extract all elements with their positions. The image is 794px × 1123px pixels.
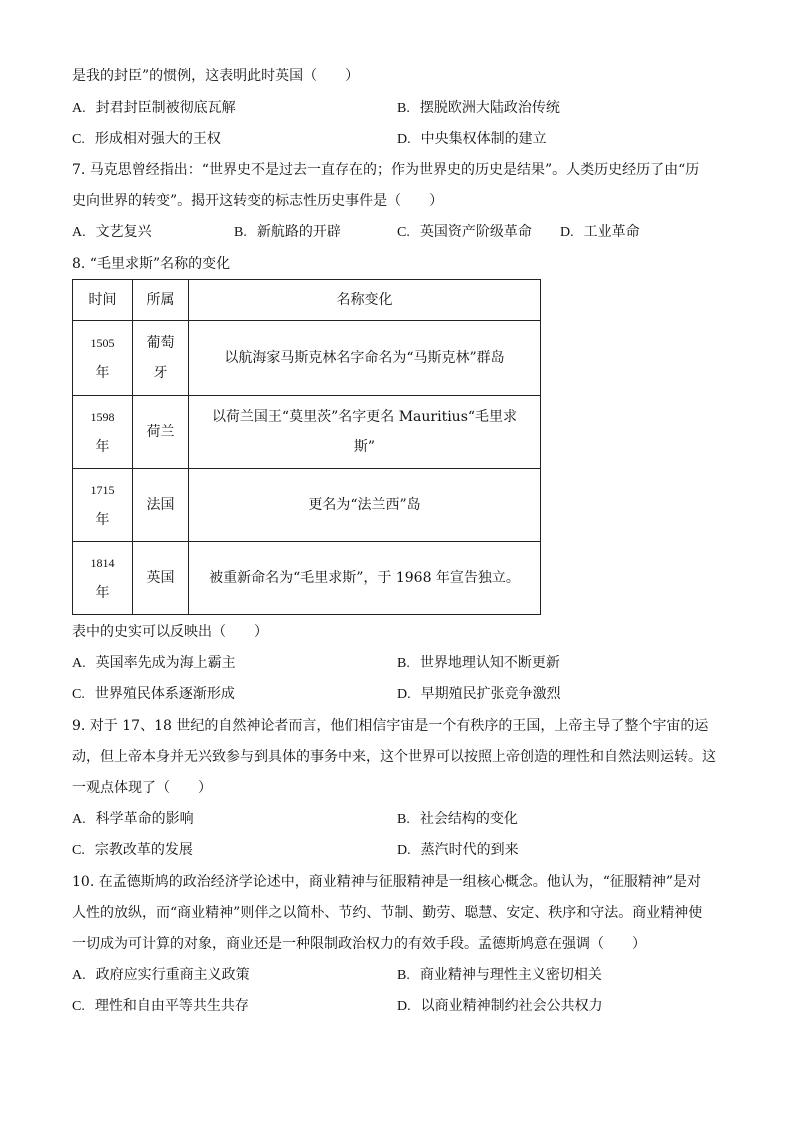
cell-time	[73, 321, 133, 396]
option-letter: B.	[397, 812, 410, 827]
cell-owner	[133, 321, 189, 396]
option-d[interactable]	[397, 684, 561, 705]
option-text: 蒸汽时代的到来	[420, 842, 519, 858]
option-text: 新航路的开辟	[256, 224, 341, 240]
option-text: 政府应实行重商主义政策	[95, 967, 250, 983]
header-time: 时间	[73, 280, 133, 321]
question-9-stem-line-3: 一观点体现了（ ）	[72, 780, 212, 796]
option-letter: B.	[234, 225, 247, 240]
option-text: 宗教改革的发展	[94, 842, 193, 858]
option-letter: A.	[72, 101, 86, 116]
cell-owner	[133, 469, 189, 542]
option-text: 科学革命的影响	[95, 811, 194, 827]
owner-line-1: 荷兰	[146, 424, 175, 440]
cell-name-change	[189, 321, 541, 396]
question-10-stem-line-1: 10. 在孟德斯鸠的政治经济学论述中，商业精神与征服精神是一组核心概念。他认为，“征服精神”是对	[72, 874, 702, 890]
option-text: 世界地理认知不断更新	[419, 655, 560, 671]
option-letter: D.	[397, 999, 411, 1014]
name-change-table	[72, 279, 541, 615]
cell-time	[73, 396, 133, 469]
change-line-1: 被重新命名为“毛里求斯”，于 1968 年宣告独立。	[209, 570, 520, 586]
question-9-stem-line-1: 9. 对于 17、18 世纪的自然神论者而言，他们相信宇宙是一个有秩序的王国，上帝主导了整个宇宙的运	[72, 718, 709, 734]
option-text: 文艺复兴	[95, 224, 152, 240]
option-text: 英国率先成为海上霸主	[95, 655, 236, 671]
table-row	[73, 321, 541, 396]
option-text: 形成相对强大的王权	[94, 131, 221, 147]
option-letter: C.	[72, 132, 85, 147]
option-text: 以商业精神制约社会公共权力	[420, 998, 603, 1014]
option-c[interactable]	[397, 222, 532, 243]
owner-line-1: 葡萄	[146, 335, 175, 351]
question-7-stem-line-2: 史向世界的转变”。揭开这转变的标志性历史事件是（ ）	[72, 193, 444, 209]
cell-name-change	[189, 396, 541, 469]
option-letter: B.	[397, 656, 410, 671]
option-letter: D.	[560, 225, 574, 240]
option-letter: D.	[397, 687, 411, 702]
year-unit: 年	[95, 585, 110, 601]
option-letter: A.	[72, 968, 86, 983]
change-line-1: 更名为“法兰西”岛	[308, 497, 421, 513]
owner-line-2: 牙	[153, 365, 168, 381]
owner-line-1: 英国	[146, 570, 175, 586]
owner-line-1: 法国	[146, 497, 175, 513]
cell-time	[73, 542, 133, 615]
change-line-1: 以荷兰国王“莫里茨”名字更名 Mauritius“毛里求	[211, 409, 518, 425]
cell-owner	[133, 542, 189, 615]
year-unit: 年	[95, 439, 110, 455]
option-c[interactable]	[72, 129, 221, 150]
option-a[interactable]	[72, 653, 236, 674]
option-b[interactable]	[397, 809, 518, 830]
option-d[interactable]	[560, 222, 640, 243]
option-text: 社会结构的变化	[419, 811, 518, 827]
option-letter: D.	[397, 132, 411, 147]
option-text: 英国资产阶级革命	[419, 224, 532, 240]
option-c[interactable]	[72, 996, 249, 1017]
option-letter: C.	[72, 687, 85, 702]
table-row	[73, 542, 541, 615]
question-7-stem-line-1: 7. 马克思曾经指出：“世界史不是过去一直存在的；作为世界史的历史是结果”。人类历史经历了由“历	[72, 162, 700, 178]
option-b[interactable]	[397, 653, 560, 674]
option-text: 商业精神与理性主义密切相关	[419, 967, 602, 983]
year-unit: 年	[95, 365, 110, 381]
cell-time	[73, 469, 133, 542]
option-b[interactable]	[397, 98, 560, 119]
option-a[interactable]	[72, 222, 152, 243]
cell-name-change	[189, 542, 541, 615]
option-text: 理性和自由平等共生共存	[94, 998, 249, 1014]
option-text: 早期殖民扩张竞争激烈	[420, 686, 561, 702]
year: 1715	[90, 483, 115, 497]
question-9-stem-line-2: 动，但上帝本身并无兴致参与到具体的事务中来，这个世界可以按照上帝创造的理性和自然法则运转。这	[72, 749, 716, 765]
question-8-stem: 表中的史实可以反映出（ ）	[72, 624, 268, 640]
change-line-1: 以航海家马斯克林名字命名为“马斯克林”群岛	[224, 350, 505, 366]
option-b[interactable]	[234, 222, 341, 243]
year: 1505	[90, 336, 115, 350]
question-6-stem-tail: 是我的封臣”的惯例，这表明此时英国（ ）	[72, 68, 360, 84]
option-d[interactable]	[397, 129, 547, 150]
option-letter: D.	[397, 843, 411, 858]
option-letter: B.	[397, 101, 410, 116]
cell-name-change	[189, 469, 541, 542]
year: 1598	[90, 410, 115, 424]
option-letter: C.	[72, 999, 85, 1014]
question-10-stem-line-2: 人性的放纵，而“商业精神”则伴之以简朴、节约、节制、勤劳、聪慧、安定、秩序和守法。商业精神使	[72, 905, 703, 921]
option-a[interactable]	[72, 809, 194, 830]
option-text: 世界殖民体系逐渐形成	[94, 686, 235, 702]
option-letter: A.	[72, 812, 86, 827]
header-owner: 所属	[133, 280, 189, 321]
option-c[interactable]	[72, 840, 193, 861]
option-a[interactable]	[72, 965, 250, 986]
option-a[interactable]	[72, 98, 236, 119]
option-b[interactable]	[397, 965, 602, 986]
option-c[interactable]	[72, 684, 235, 705]
header-name-change: 名称变化	[189, 280, 541, 321]
option-letter: A.	[72, 225, 86, 240]
table-header-row	[73, 280, 541, 321]
question-8-title: 8. “毛里求斯”名称的变化	[72, 256, 231, 272]
table-row	[73, 396, 541, 469]
option-d[interactable]	[397, 840, 519, 861]
option-d[interactable]	[397, 996, 603, 1017]
cell-owner	[133, 396, 189, 469]
option-letter: B.	[397, 968, 410, 983]
option-text: 中央集权体制的建立	[420, 131, 547, 147]
option-text: 摆脱欧洲大陆政治传统	[419, 100, 560, 116]
table-row	[73, 469, 541, 542]
option-letter: C.	[72, 843, 85, 858]
year-unit: 年	[95, 512, 110, 528]
option-text: 封君封臣制被彻底瓦解	[95, 100, 236, 116]
question-10-stem-line-3: 一切成为可计算的对象，商业还是一种限制政治权力的有效手段。孟德斯鸠意在强调（ ）	[72, 936, 646, 952]
option-text: 工业革命	[583, 224, 640, 240]
option-letter: C.	[397, 225, 410, 240]
option-letter: A.	[72, 656, 86, 671]
change-line-2: 斯”	[353, 439, 376, 455]
year: 1814	[90, 556, 115, 570]
